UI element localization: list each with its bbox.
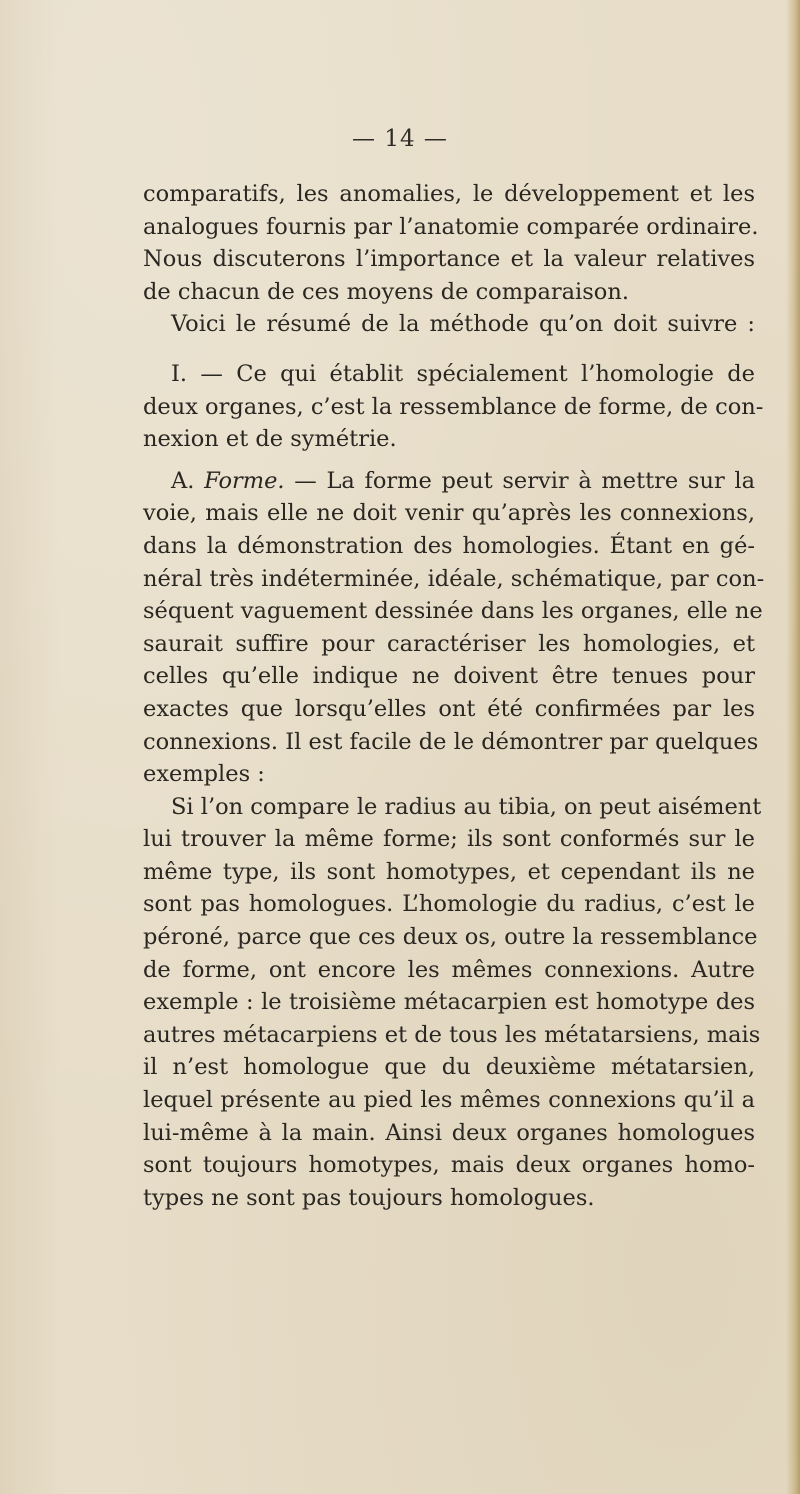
text-line: péroné, parce que ces deux os, outre la ressemblance [143, 924, 758, 951]
text-line: dans la démonstration des homologies. Étant en gé- [143, 532, 755, 559]
text-line: deux organes, c’est la ressemblance de forme, de con- [143, 393, 764, 420]
text-line: comparatifs, les anomalies, le développement et les [143, 181, 755, 207]
text-line: autres métacarpiens et de tous les métatarsiens, mais [143, 1021, 761, 1048]
text-line: Si l’on compare le radius au tibia, on peut aisément [171, 793, 762, 820]
text-line: il n’est homologue que du deuxième métatarsien, [143, 1054, 755, 1081]
text-line: Voici le résumé de la méthode qu’on doit suivre : [171, 311, 755, 338]
section-heading-line: I. — Ce qui établit spécialement l’homologie de [171, 360, 755, 387]
text-line: lui trouver la même forme; ils sont conformés sur le [143, 826, 755, 853]
paragraph-gap [143, 341, 755, 358]
text-line: séquent vaguement dessinée dans les organes, elle ne [143, 598, 763, 625]
text-line: exemples : [143, 761, 265, 788]
text-line: de chacun de ces moyens de comparaison. [143, 278, 629, 305]
subsection-label: A. [171, 467, 205, 494]
text-line: saurait suffire pour caractériser les homologies, et [143, 630, 755, 657]
text-line: Nous discuterons l’importance et la valeur relatives [143, 246, 755, 273]
subsection-title: Forme. [204, 467, 285, 494]
text-line: analogues fournis par l’anatomie comparée ordinaire. [143, 213, 759, 240]
text-line: sont pas homologues. L’homologie du radius, c’est le [143, 891, 755, 918]
text-line: exemple : le troisième métacarpien est homotype des [143, 989, 755, 1016]
subsection-line [143, 465, 755, 498]
text-line: de forme, ont encore les mêmes connexions. Autre [143, 956, 755, 983]
text-line: connexions. Il est facile de le démontrer par quelques [143, 728, 759, 755]
text-line: exactes que lorsqu’elles ont été confirmées par les [143, 695, 755, 722]
text-line: celles qu’elle indique ne doivent être tenues pour [143, 663, 755, 690]
text-line: lequel présente au pied les mêmes connexions qu’il a [143, 1087, 755, 1114]
subsection-text: — La forme peut servir à mettre sur la [284, 467, 755, 494]
body-text [143, 178, 765, 1214]
text-line: voie, mais elle ne doit venir qu’après les connexions, [143, 500, 755, 527]
paragraph-gap [143, 456, 755, 465]
text-line: sont toujours homotypes, mais deux organes homo- [143, 1152, 755, 1179]
text-line: nexion et de symétrie. [143, 426, 397, 453]
text-line: types ne sont pas toujours homologues. [143, 1184, 595, 1211]
text-line: lui-même à la main. Ainsi deux organes homologues [143, 1119, 755, 1146]
text-line: néral très indéterminée, idéale, schématique, par con- [143, 565, 765, 592]
page-number: — 14 — [352, 126, 448, 152]
text-line: même type, ils sont homotypes, et cependant ils ne [143, 858, 755, 885]
